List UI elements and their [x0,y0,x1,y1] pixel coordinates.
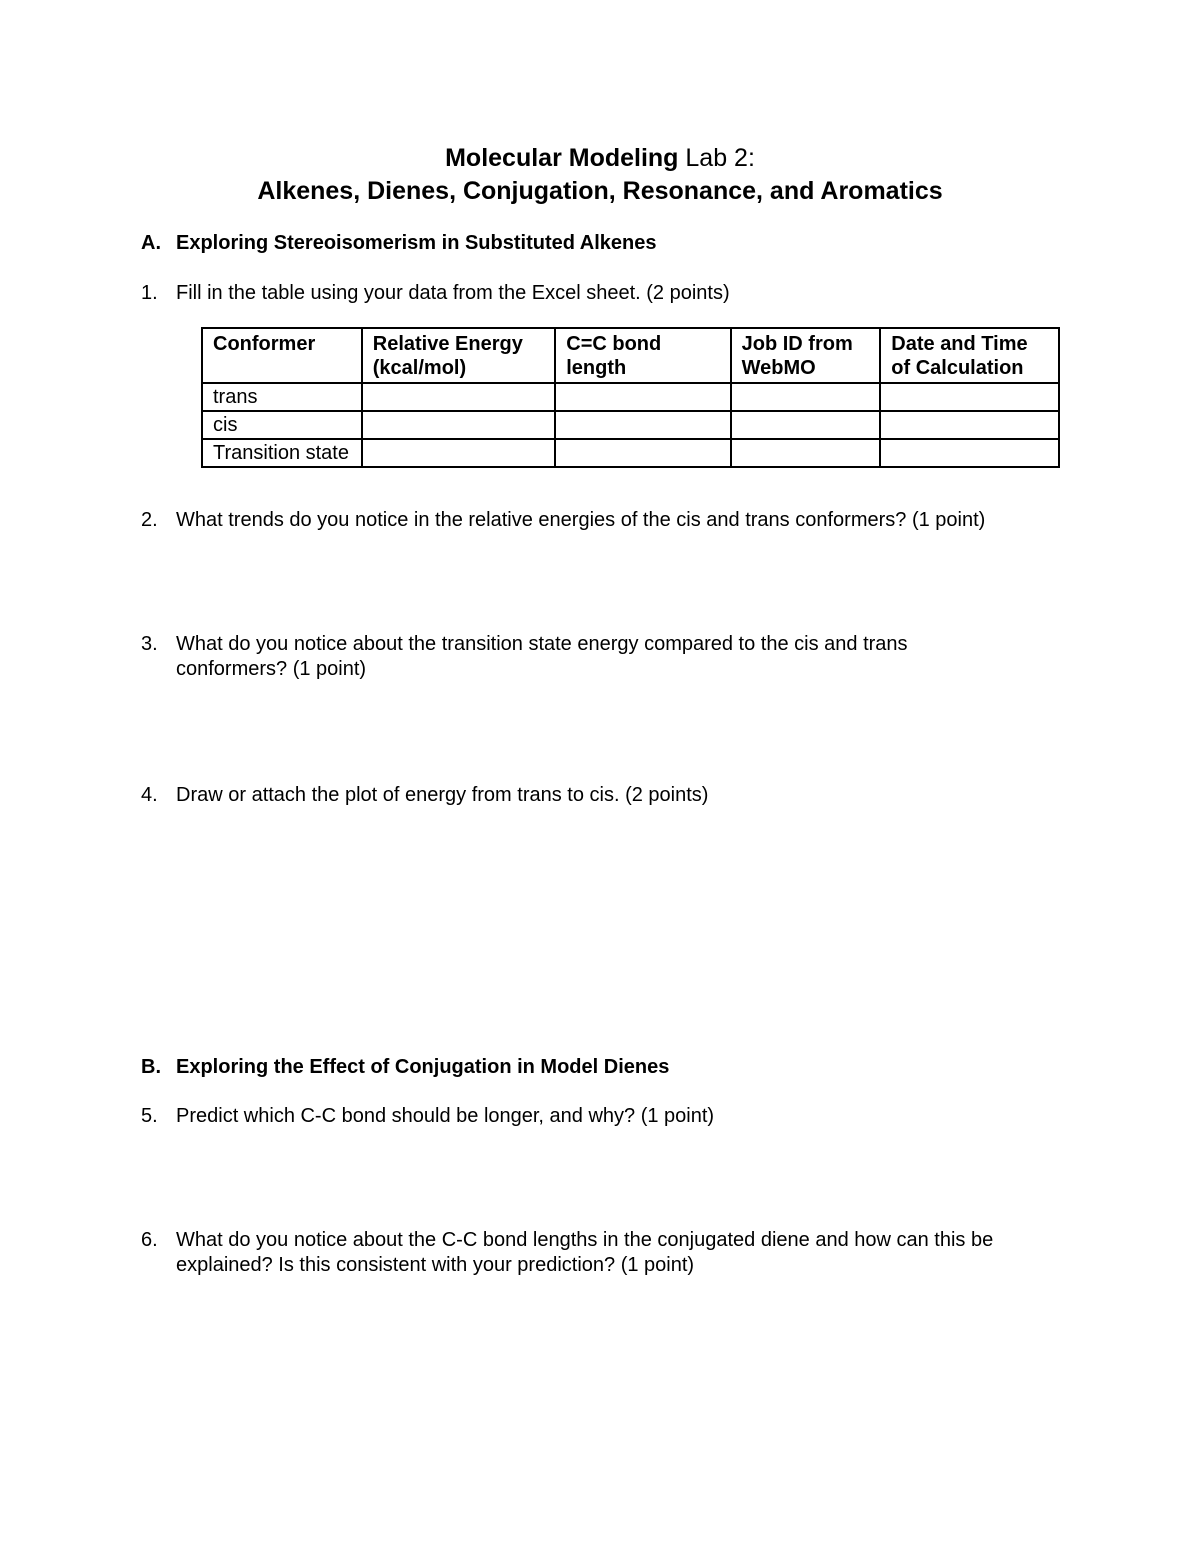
table-row [202,411,1059,439]
question-6 [141,1228,1066,1278]
section-a-heading [141,231,656,255]
table-header-cell: Relative Energy (kcal/mol) [362,328,555,383]
question-number: 6. [141,1229,158,1251]
section-title: Exploring the Effect of Conjugation in Model Dienes [176,1056,670,1078]
table-cell [362,411,555,439]
question-3 [141,632,1001,682]
section-letter: B. [141,1056,161,1078]
title-bold-part: Molecular Modeling [445,144,679,172]
question-text: What do you notice about the transition state energy compared to the cis and trans conformers? (1 point) [176,633,908,680]
question-text: Fill in the table using your data from the Excel sheet. (2 points) [176,282,730,304]
results-table [201,327,1060,468]
table-cell [731,383,881,411]
table-cell [731,411,881,439]
section-b-heading [141,1055,669,1079]
question-5 [141,1104,1081,1129]
table-cell: cis [202,411,362,439]
table-cell [555,383,730,411]
table-header-cell: C=C bond length [555,328,730,383]
question-2 [141,508,1081,533]
table-cell [555,411,730,439]
question-number: 5. [141,1105,158,1127]
table-row [202,383,1059,411]
table-cell [362,439,555,467]
page-title [0,142,1200,174]
table-header-cell: Job ID from WebMO [731,328,881,383]
question-text: What do you notice about the C-C bond lengths in the conjugated diene and how can this be explained? Is this consistent with your prediction? (1 point) [176,1229,994,1276]
question-number: 1. [141,282,158,304]
question-text: Predict which C-C bond should be longer, and why? (1 point) [176,1105,715,1127]
table-cell: Transition state [202,439,362,467]
table-cell [880,411,1059,439]
title-normal-part: Lab 2: [678,144,755,172]
question-number: 4. [141,784,158,806]
table-header-row [202,328,1059,383]
question-number: 3. [141,633,158,655]
question-text: What trends do you notice in the relative energies of the cis and trans conformers? (1 point) [176,509,986,531]
table-header-cell: Conformer [202,328,362,383]
subtitle-text: Alkenes, Dienes, Conjugation, Resonance, and Aromatics [257,177,943,205]
question-text: Draw or attach the plot of energy from trans to cis. (2 points) [176,784,709,806]
table-cell [880,439,1059,467]
table-header-cell: Date and Time of Calculation [880,328,1059,383]
section-letter: A. [141,232,161,254]
table-cell [362,383,555,411]
table-cell [731,439,881,467]
table-cell [880,383,1059,411]
table-cell [555,439,730,467]
question-1 [141,281,1081,306]
question-number: 2. [141,509,158,531]
section-title: Exploring Stereoisomerism in Substituted Alkenes [176,232,657,254]
table-cell: trans [202,383,362,411]
page-subtitle [0,175,1200,207]
table-row [202,439,1059,467]
question-4 [141,783,1081,808]
